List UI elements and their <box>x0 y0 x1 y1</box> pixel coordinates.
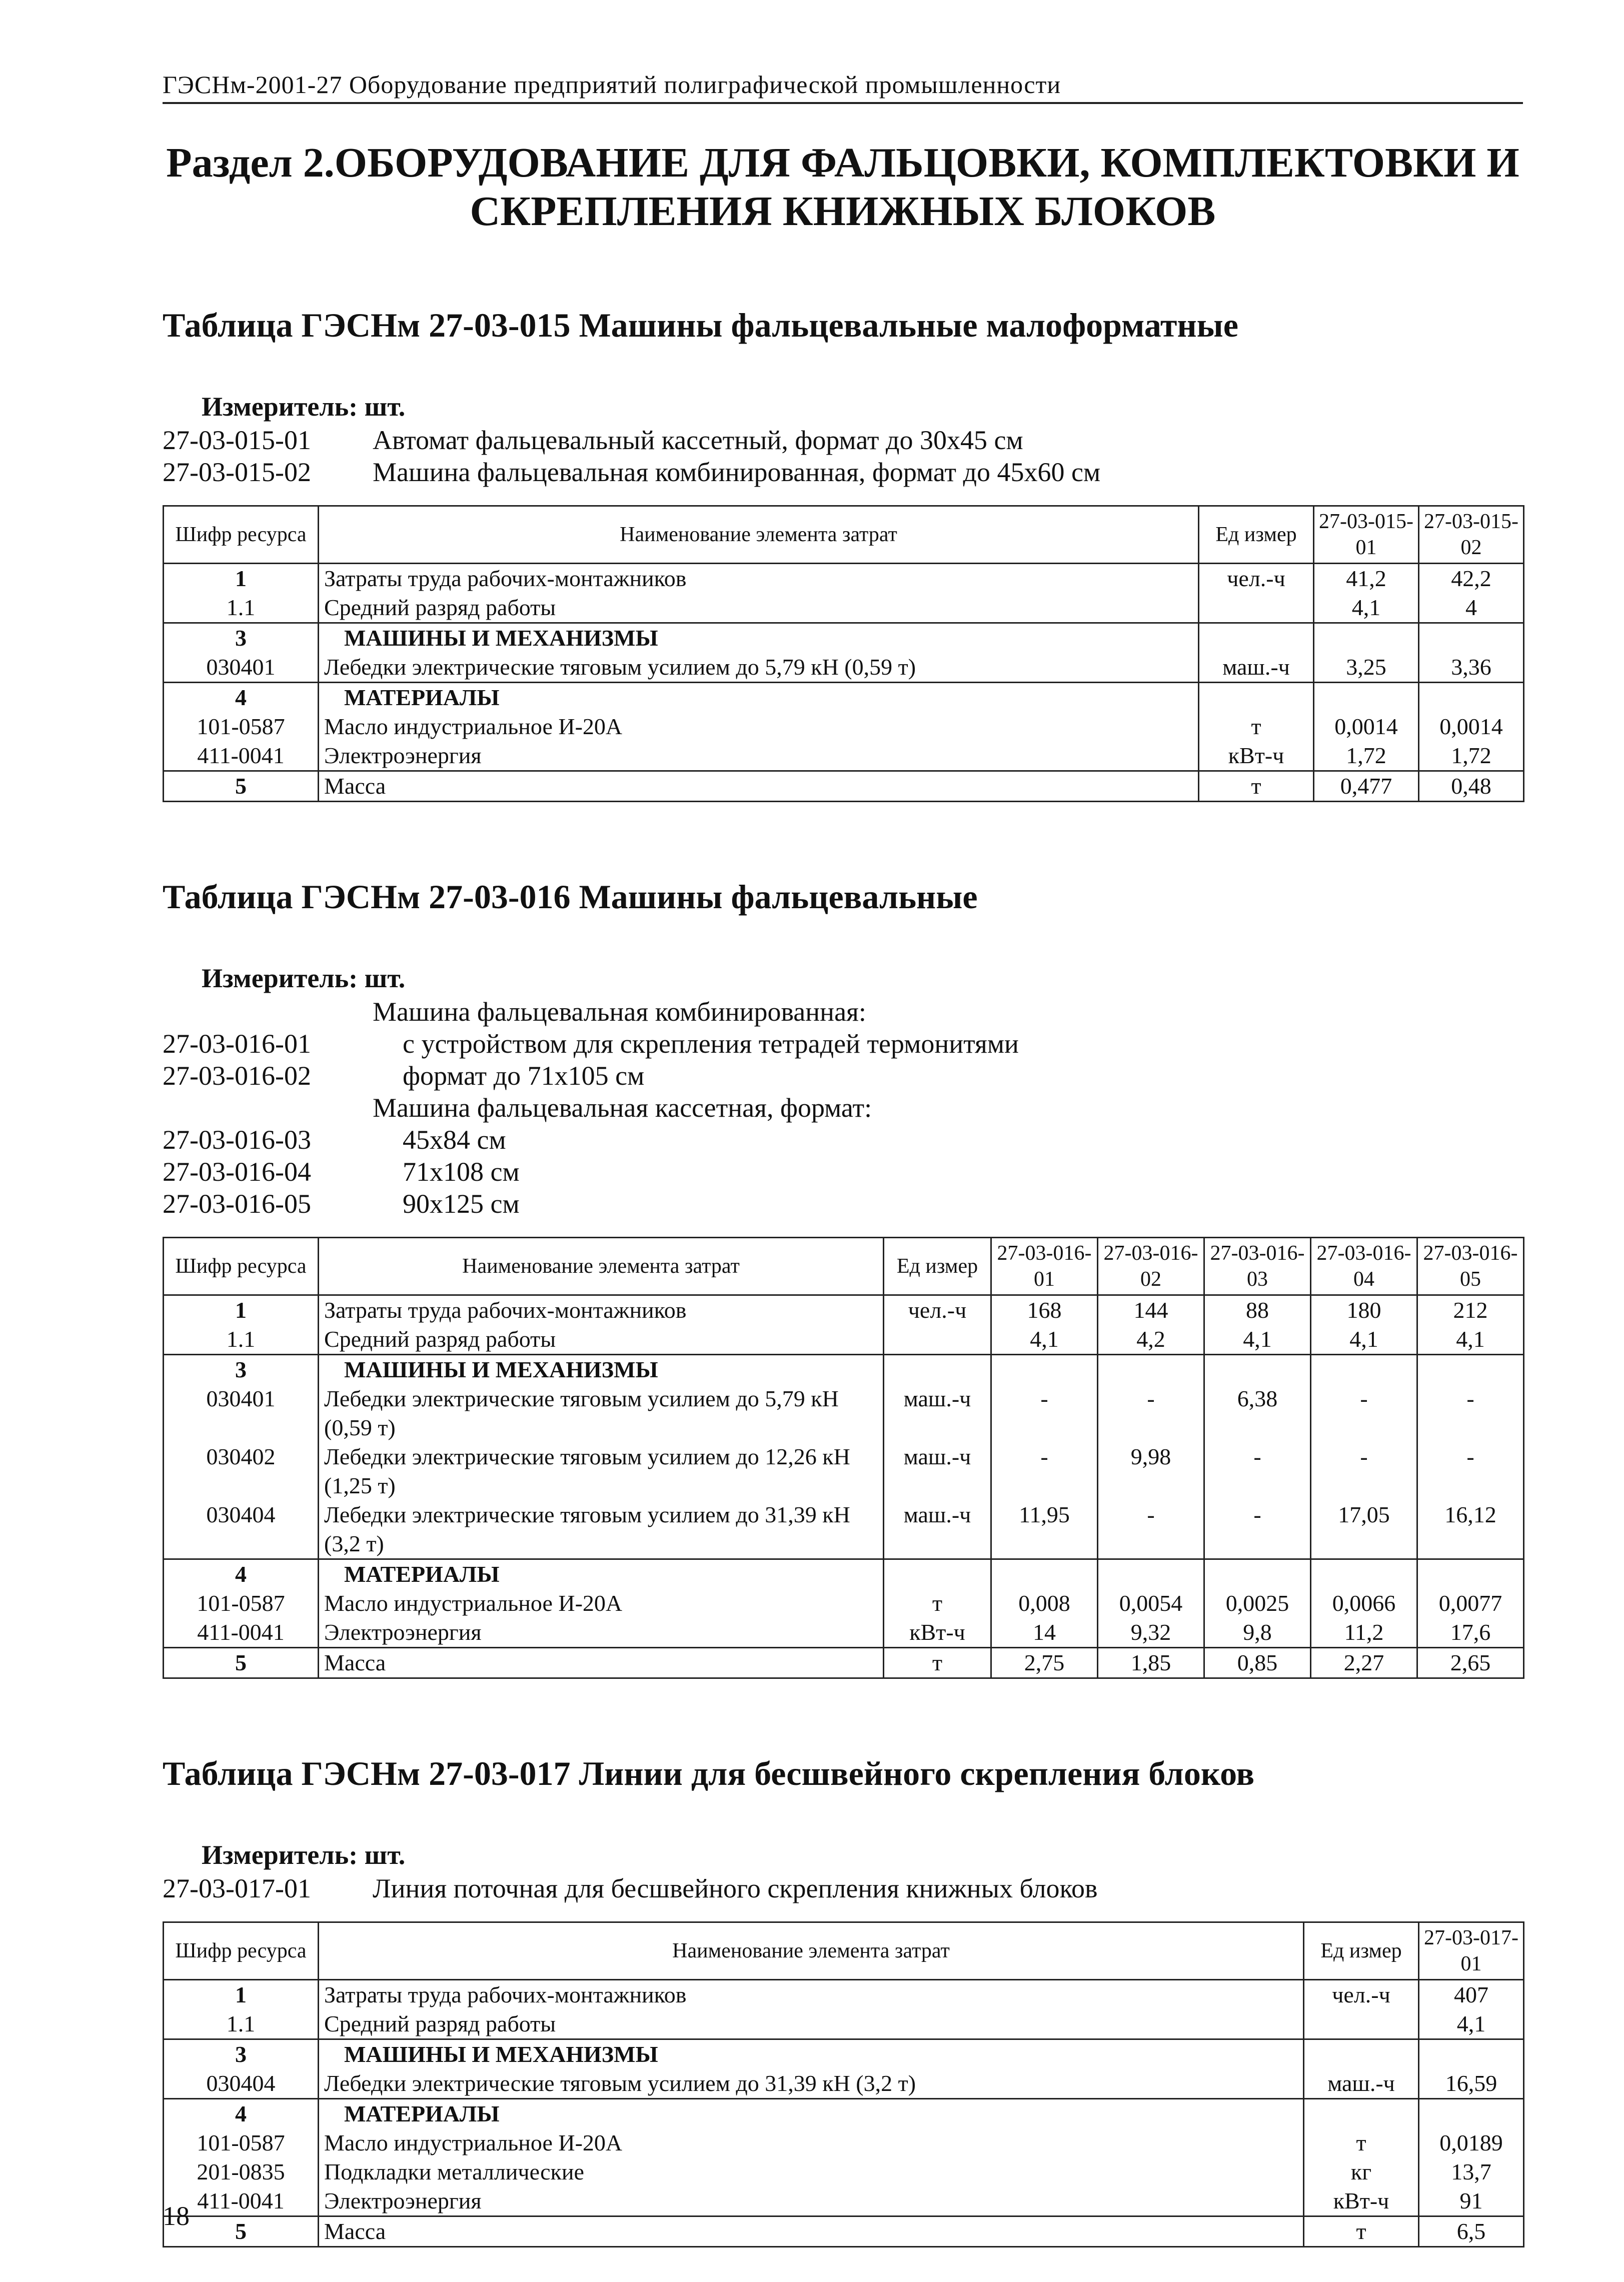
norm-description: Машина фальцевальная кассетная, формат: <box>373 1093 872 1123</box>
value-cell: 9,8 <box>1204 1618 1311 1648</box>
value-cell: - <box>1204 1442 1311 1500</box>
resource-code: 030404 <box>164 2069 319 2099</box>
value-cell: 180 <box>1311 1295 1417 1325</box>
cost-element-name: МАТЕРИАЛЫ <box>319 683 1199 713</box>
code-line <box>163 996 1523 1028</box>
value-cell <box>1314 683 1419 713</box>
unit-cell <box>1304 2039 1419 2069</box>
value-cell: 14 <box>991 1618 1098 1648</box>
table-row <box>164 564 1524 594</box>
resource-code: 1.1 <box>164 593 319 623</box>
unit-cell: т <box>1199 712 1314 741</box>
cost-element-name: Электроэнергия <box>319 1618 884 1648</box>
resource-code: 030404 <box>164 1500 319 1559</box>
col-header-name: Наименование элемента затрат <box>319 1922 1304 1980</box>
value-cell <box>1098 1355 1204 1385</box>
norm-code: 27-03-017-01 <box>163 1873 311 1904</box>
resource-code: 4 <box>164 683 319 713</box>
resource-code: 5 <box>164 2216 319 2247</box>
table-row <box>164 1325 1524 1355</box>
col-header-unit: Ед измер <box>1199 506 1314 564</box>
unit-cell <box>1199 683 1314 713</box>
resource-code: 1 <box>164 1295 319 1325</box>
value-cell <box>991 1355 1098 1385</box>
col-header-norm: 27-03-017-01 <box>1419 1922 1524 1980</box>
document-page <box>163 70 1523 2247</box>
value-cell: - <box>991 1442 1098 1500</box>
value-cell <box>1204 1355 1311 1385</box>
value-cell <box>1311 1355 1417 1385</box>
value-cell: 2,75 <box>991 1648 1098 1678</box>
cost-element-name: Лебедки электрические тяговым усилием до 31,39 кН (3,2 т) <box>319 1500 884 1559</box>
unit-cell <box>1304 2099 1419 2129</box>
table-row <box>164 623 1524 653</box>
value-cell: 0,0189 <box>1419 2128 1524 2157</box>
unit-cell: маш.-ч <box>884 1500 991 1559</box>
table-row <box>164 593 1524 623</box>
cost-element-name: Подкладки металлические <box>319 2157 1304 2186</box>
table-row <box>164 1295 1524 1325</box>
norm-code: 27-03-015-02 <box>163 457 311 488</box>
table-title: Таблица ГЭСНм 27-03-016 Машины фальцевальные <box>163 878 978 916</box>
unit-cell <box>884 1559 991 1589</box>
value-cell: 91 <box>1419 2186 1524 2216</box>
cost-element-name: Электроэнергия <box>319 741 1199 771</box>
value-cell: 4,1 <box>1204 1325 1311 1355</box>
cost-element-name: Масло индустриальное И-20А <box>319 1589 884 1618</box>
value-cell: 42,2 <box>1419 564 1524 594</box>
code-line <box>163 424 1523 456</box>
value-cell <box>1417 1559 1524 1589</box>
norm-description: Линия поточная для бесшвейного скрепления книжных блоков <box>373 1873 1098 1904</box>
value-cell: - <box>1311 1442 1417 1500</box>
table-row <box>164 1589 1524 1618</box>
col-header-norm: 27-03-016-05 <box>1417 1238 1524 1295</box>
cost-element-name: Средний разряд работы <box>319 2009 1304 2039</box>
resource-code: 201-0835 <box>164 2157 319 2186</box>
unit-cell <box>884 1355 991 1385</box>
norm-description: Машина фальцевальная комбинированная: <box>373 997 866 1027</box>
cost-element-name: Лебедки электрические тяговым усилием до 12,26 кН (1,25 т) <box>319 1442 884 1500</box>
table-row <box>164 2186 1524 2216</box>
value-cell: 41,2 <box>1314 564 1419 594</box>
cost-element-name: Масса <box>319 2216 1304 2247</box>
cost-element-name: МАШИНЫ И МЕХАНИЗМЫ <box>319 2039 1304 2069</box>
value-cell: 4,1 <box>1314 593 1419 623</box>
resource-code: 101-0587 <box>164 1589 319 1618</box>
table-section <box>163 1754 1523 2247</box>
unit-cell: т <box>1304 2128 1419 2157</box>
value-cell: 0,0014 <box>1419 712 1524 741</box>
code-list <box>163 996 1523 1220</box>
col-header-norm: 27-03-015-01 <box>1314 506 1419 564</box>
resource-code: 1 <box>164 564 319 594</box>
norm-code <box>163 1092 373 1124</box>
table-title: Таблица ГЭСНм 27-03-017 Линии для бесшвейного скрепления блоков <box>163 1754 1255 1793</box>
value-cell: 1,85 <box>1098 1648 1204 1678</box>
table-section <box>163 306 1523 802</box>
value-cell: 4,1 <box>1311 1325 1417 1355</box>
code-line <box>163 1060 1523 1092</box>
value-cell: 0,477 <box>1314 771 1419 802</box>
value-cell: 4,1 <box>1419 2009 1524 2039</box>
table-row <box>164 1618 1524 1648</box>
table-row <box>164 741 1524 771</box>
col-header-norm: 27-03-015-02 <box>1419 506 1524 564</box>
col-header-norm: 27-03-016-01 <box>991 1238 1098 1295</box>
cost-element-name: МАТЕРИАЛЫ <box>319 1559 884 1589</box>
value-cell: 0,0054 <box>1098 1589 1204 1618</box>
table-row <box>164 2216 1524 2247</box>
resource-code: 030402 <box>164 1442 319 1500</box>
table-row <box>164 2157 1524 2186</box>
code-line <box>163 1028 1523 1060</box>
value-cell: 3,36 <box>1419 653 1524 683</box>
resource-code: 5 <box>164 771 319 802</box>
table-row <box>164 771 1524 802</box>
table-row <box>164 1980 1524 2010</box>
value-cell <box>1098 1559 1204 1589</box>
value-cell: 16,12 <box>1417 1500 1524 1559</box>
meter-label: Измеритель: <box>202 392 358 422</box>
code-line <box>163 456 1523 488</box>
norm-code: 27-03-016-03 <box>163 1125 311 1155</box>
meter-line <box>163 963 1523 994</box>
value-cell: 0,0066 <box>1311 1589 1417 1618</box>
resource-code: 5 <box>164 1648 319 1678</box>
value-cell: - <box>1204 1500 1311 1559</box>
table-row <box>164 2069 1524 2099</box>
table-row <box>164 683 1524 713</box>
meter-value: шт. <box>364 963 406 994</box>
value-cell <box>1419 623 1524 653</box>
resource-code: 101-0587 <box>164 2128 319 2157</box>
value-cell: - <box>1417 1384 1524 1442</box>
value-cell <box>991 1559 1098 1589</box>
col-header-code: Шифр ресурса <box>164 1922 319 1980</box>
code-line <box>163 1156 1523 1188</box>
unit-cell: маш.-ч <box>1304 2069 1419 2099</box>
code-line <box>163 1872 1523 1904</box>
col-header-name: Наименование элемента затрат <box>319 1238 884 1295</box>
section-title-line-2: СКРЕПЛЕНИЯ КНИЖНЫХ БЛОКОВ <box>470 188 1216 235</box>
value-cell: 4 <box>1419 593 1524 623</box>
norm-table <box>163 1921 1524 2247</box>
page-number: 18 <box>163 2201 190 2231</box>
unit-cell <box>884 1325 991 1355</box>
value-cell: 11,95 <box>991 1500 1098 1559</box>
value-cell: 11,2 <box>1311 1618 1417 1648</box>
value-cell <box>1419 2039 1524 2069</box>
unit-cell: маш.-ч <box>884 1384 991 1442</box>
norm-description: 45х84 см <box>403 1125 506 1155</box>
value-cell <box>1419 683 1524 713</box>
norm-code: 27-03-015-01 <box>163 425 311 456</box>
value-cell: 6,38 <box>1204 1384 1311 1442</box>
norm-code: 27-03-016-01 <box>163 1029 311 1059</box>
meter-value: шт. <box>364 1840 406 1870</box>
cost-element-name: Масло индустриальное И-20А <box>319 2128 1304 2157</box>
value-cell: 4,1 <box>991 1325 1098 1355</box>
cost-element-name: МАШИНЫ И МЕХАНИЗМЫ <box>319 623 1199 653</box>
table-row <box>164 653 1524 683</box>
resource-code: 3 <box>164 2039 319 2069</box>
cost-element-name: Масса <box>319 1648 884 1678</box>
meter-line <box>163 1839 1523 1870</box>
resource-code: 101-0587 <box>164 712 319 741</box>
table-row <box>164 1648 1524 1678</box>
cost-element-name: Лебедки электрические тяговым усилием до 31,39 кН (3,2 т) <box>319 2069 1304 2099</box>
col-header-code: Шифр ресурса <box>164 506 319 564</box>
table-row <box>164 1355 1524 1385</box>
value-cell <box>1204 1559 1311 1589</box>
unit-cell: чел.-ч <box>1199 564 1314 594</box>
value-cell <box>1311 1559 1417 1589</box>
resource-code: 411-0041 <box>164 741 319 771</box>
value-cell: 6,5 <box>1419 2216 1524 2247</box>
value-cell: - <box>1417 1442 1524 1500</box>
value-cell: 9,32 <box>1098 1618 1204 1648</box>
table-header-row <box>164 506 1524 564</box>
value-cell: 144 <box>1098 1295 1204 1325</box>
col-header-unit: Ед измер <box>1304 1922 1419 1980</box>
value-cell: 0,0025 <box>1204 1589 1311 1618</box>
unit-cell <box>1199 623 1314 653</box>
value-cell: - <box>1311 1384 1417 1442</box>
cost-element-name: Лебедки электрические тяговым усилием до 5,79 кН (0,59 т) <box>319 1384 884 1442</box>
value-cell: 0,008 <box>991 1589 1098 1618</box>
resource-code: 1 <box>164 1980 319 2010</box>
table-header-row <box>164 1238 1524 1295</box>
code-line <box>163 1092 1523 1124</box>
col-header-norm: 27-03-016-04 <box>1311 1238 1417 1295</box>
table-title: Таблица ГЭСНм 27-03-015 Машины фальцевальные малоформатные <box>163 306 1238 345</box>
col-header-norm: 27-03-016-03 <box>1204 1238 1311 1295</box>
cost-element-name: Затраты труда рабочих-монтажников <box>319 1980 1304 2010</box>
cost-element-name: Электроэнергия <box>319 2186 1304 2216</box>
unit-cell: чел.-ч <box>884 1295 991 1325</box>
meter-label: Измеритель: <box>202 963 358 994</box>
norm-description: формат до 71х105 см <box>403 1061 645 1091</box>
norm-description: Машина фальцевальная комбинированная, формат до 45х60 см <box>373 457 1101 488</box>
norm-code: 27-03-016-04 <box>163 1157 311 1187</box>
norm-description: с устройством для скрепления тетрадей термонитями <box>403 1029 1019 1059</box>
code-list <box>163 424 1523 488</box>
value-cell: 407 <box>1419 1980 1524 2010</box>
norm-code: 27-03-016-02 <box>163 1061 311 1091</box>
value-cell: 212 <box>1417 1295 1524 1325</box>
value-cell <box>1314 623 1419 653</box>
table-row <box>164 1559 1524 1589</box>
norm-description: 71х108 см <box>403 1157 520 1187</box>
unit-cell: кВт-ч <box>884 1618 991 1648</box>
norm-table <box>163 1237 1524 1679</box>
unit-cell: т <box>1199 771 1314 802</box>
value-cell: 88 <box>1204 1295 1311 1325</box>
cost-element-name: МАТЕРИАЛЫ <box>319 2099 1304 2129</box>
value-cell: - <box>1098 1500 1204 1559</box>
table-row <box>164 2039 1524 2069</box>
value-cell: 17,05 <box>1311 1500 1417 1559</box>
resource-code: 411-0041 <box>164 2186 319 2216</box>
cost-element-name: Масса <box>319 771 1199 802</box>
tables-container <box>163 306 1523 2247</box>
unit-cell: т <box>884 1589 991 1618</box>
unit-cell: кВт-ч <box>1304 2186 1419 2216</box>
unit-cell: маш.-ч <box>884 1442 991 1500</box>
value-cell <box>1417 1355 1524 1385</box>
resource-code: 4 <box>164 2099 319 2129</box>
meter-value: шт. <box>364 392 406 422</box>
cost-element-name: Масло индустриальное И-20А <box>319 712 1199 741</box>
value-cell: 3,25 <box>1314 653 1419 683</box>
table-row <box>164 2009 1524 2039</box>
cost-element-name: МАШИНЫ И МЕХАНИЗМЫ <box>319 1355 884 1385</box>
resource-code: 4 <box>164 1559 319 1589</box>
resource-code: 411-0041 <box>164 1618 319 1648</box>
running-header: ГЭСНм-2001-27 Оборудование предприятий полиграфической промышленности <box>163 70 1523 104</box>
norm-code: 27-03-016-05 <box>163 1189 311 1219</box>
value-cell: 1,72 <box>1419 741 1524 771</box>
unit-cell <box>1199 593 1314 623</box>
cost-element-name: Средний разряд работы <box>319 1325 884 1355</box>
resource-code: 3 <box>164 623 319 653</box>
table-section <box>163 877 1523 1679</box>
code-line <box>163 1188 1523 1220</box>
cost-element-name: Затраты труда рабочих-монтажников <box>319 564 1199 594</box>
table-row <box>164 2128 1524 2157</box>
value-cell <box>1419 2099 1524 2129</box>
resource-code: 030401 <box>164 1384 319 1442</box>
meter-line <box>163 391 1523 422</box>
norm-table <box>163 505 1524 802</box>
unit-cell: кг <box>1304 2157 1419 2186</box>
resource-code: 1.1 <box>164 2009 319 2039</box>
table-header-row <box>164 1922 1524 1980</box>
table-row <box>164 2099 1524 2129</box>
value-cell: 0,85 <box>1204 1648 1311 1678</box>
resource-code: 3 <box>164 1355 319 1385</box>
value-cell: 13,7 <box>1419 2157 1524 2186</box>
value-cell: 168 <box>991 1295 1098 1325</box>
col-header-name: Наименование элемента затрат <box>319 506 1199 564</box>
table-row <box>164 1500 1524 1559</box>
value-cell: - <box>991 1384 1098 1442</box>
value-cell: 4,1 <box>1417 1325 1524 1355</box>
norm-description: Автомат фальцевальный кассетный, формат до 30х45 см <box>373 425 1023 456</box>
code-line <box>163 1124 1523 1156</box>
unit-cell: кВт-ч <box>1199 741 1314 771</box>
table-row <box>164 1384 1524 1442</box>
value-cell: 1,72 <box>1314 741 1419 771</box>
value-cell: 0,48 <box>1419 771 1524 802</box>
unit-cell <box>1304 2009 1419 2039</box>
resource-code: 1.1 <box>164 1325 319 1355</box>
value-cell: 17,6 <box>1417 1618 1524 1648</box>
value-cell: 0,0077 <box>1417 1589 1524 1618</box>
value-cell: 2,27 <box>1311 1648 1417 1678</box>
unit-cell: т <box>884 1648 991 1678</box>
cost-element-name: Затраты труда рабочих-монтажников <box>319 1295 884 1325</box>
code-list <box>163 1872 1523 1904</box>
unit-cell: маш.-ч <box>1199 653 1314 683</box>
norm-code <box>163 996 373 1028</box>
table-row <box>164 1442 1524 1500</box>
col-header-unit: Ед измер <box>884 1238 991 1295</box>
section-title-line-1: Раздел 2.ОБОРУДОВАНИЕ ДЛЯ ФАЛЬЦОВКИ, КОМПЛЕКТОВКИ И <box>166 140 1519 186</box>
table-row <box>164 712 1524 741</box>
cost-element-name: Средний разряд работы <box>319 593 1199 623</box>
unit-cell: т <box>1304 2216 1419 2247</box>
resource-code: 030401 <box>164 653 319 683</box>
section-title <box>163 139 1523 236</box>
norm-description: 90х125 см <box>403 1189 520 1219</box>
value-cell: 0,0014 <box>1314 712 1419 741</box>
value-cell: 9,98 <box>1098 1442 1204 1500</box>
col-header-norm: 27-03-016-02 <box>1098 1238 1204 1295</box>
cost-element-name: Лебедки электрические тяговым усилием до 5,79 кН (0,59 т) <box>319 653 1199 683</box>
value-cell: 4,2 <box>1098 1325 1204 1355</box>
value-cell: 16,59 <box>1419 2069 1524 2099</box>
unit-cell: чел.-ч <box>1304 1980 1419 2010</box>
meter-label: Измеритель: <box>202 1840 358 1870</box>
col-header-code: Шифр ресурса <box>164 1238 319 1295</box>
value-cell: 2,65 <box>1417 1648 1524 1678</box>
value-cell: - <box>1098 1384 1204 1442</box>
